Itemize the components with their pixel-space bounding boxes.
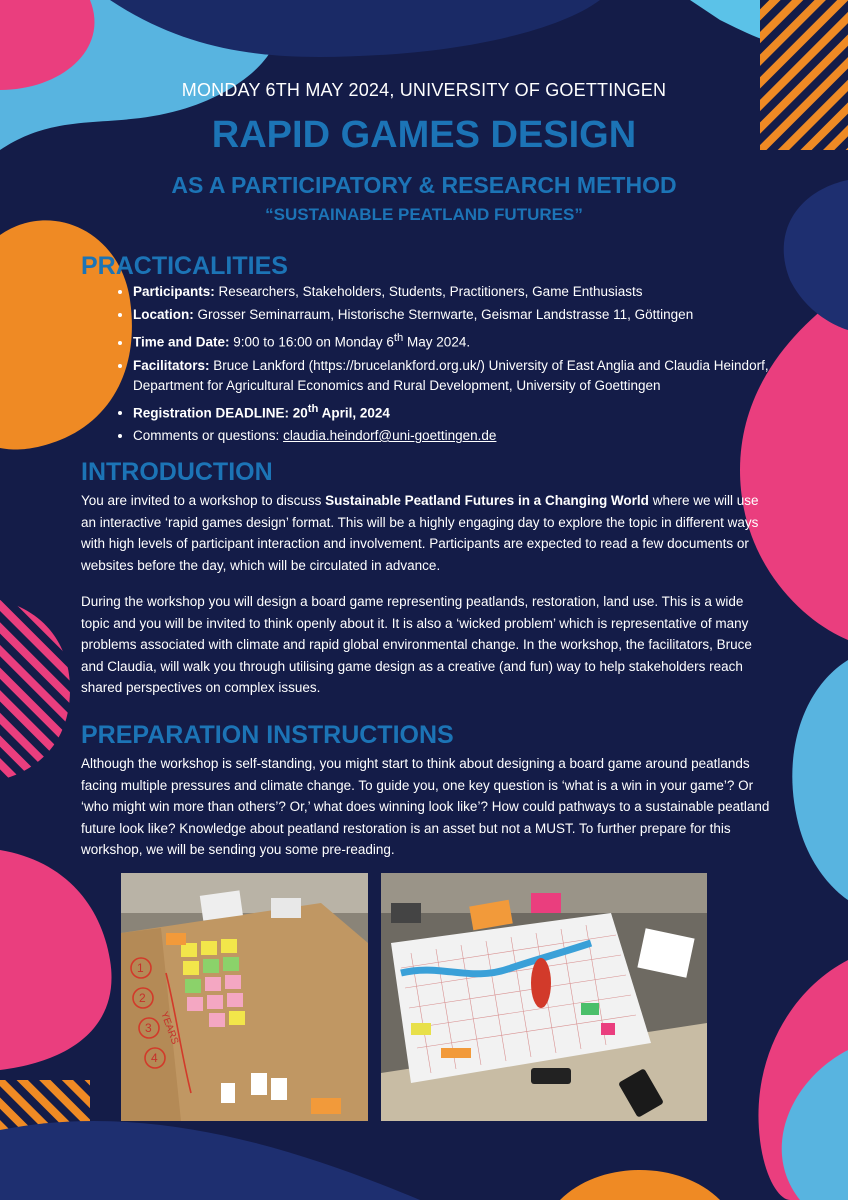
introduction-paragraph-2: During the workshop you will design a board game representing peatlands, restoration, land use. This is a wide topic and you will be invited to think openly about it. It is also a ‘wicked problem’ which is representative of many problems associated with climate and rapid global environmental change. In the workshop, the facilitators, Bruce and Claudia, will walk you through utilising game design as a creative (and fun) way to help stakeholders reach shared perspectives on complex issues. <box>81 594 752 695</box>
item-text: May 2024. <box>403 334 471 350</box>
paragraph-text: You are invited to a workshop to discuss <box>81 493 326 508</box>
page-title: RAPID GAMES DESIGN <box>211 114 637 156</box>
item-text: Bruce Lankford (https://brucelankford.org.uk/) University of East Anglia and Claudia Heindorf, Department for Agricultural Economics and Rural Development, University of Goettingen <box>133 357 769 393</box>
item-label: Registration DEADLINE: 20 <box>133 405 308 420</box>
practicalities-heading: PRACTICALITIES <box>81 252 288 280</box>
list-item-location <box>133 305 833 325</box>
page-subtitle: AS A PARTICIPATORY & RESEARCH METHOD <box>171 172 677 198</box>
list-item-time-date <box>133 328 833 353</box>
list-item-registration <box>133 399 833 424</box>
introduction-paragraph-1 <box>81 490 771 576</box>
item-label: Participants: <box>133 284 215 299</box>
board-number-1: 1 <box>137 961 144 975</box>
preparation-heading: PREPARATION INSTRUCTIONS <box>81 721 454 749</box>
photo-game-grid-table <box>381 873 707 1121</box>
item-label: Facilitators: <box>133 357 210 373</box>
item-text: Researchers, Stakeholders, Students, Practitioners, Game Enthusiasts <box>214 284 643 299</box>
list-item-contact <box>133 426 833 446</box>
contact-email-link[interactable]: claudia.heindorf@uni-goettingen.de <box>283 428 497 443</box>
page-tagline: “SUSTAINABLE PEATLAND FUTURES” <box>265 205 583 224</box>
introduction-heading: INTRODUCTION <box>81 458 273 486</box>
preparation-paragraph: Although the workshop is self-standing, you might start to think about designing a board game around peatlands facing multiple pressures and climate change. To guide you, one key question is ‘what is a win in your game’? Or ‘who might win more than others’? Or,’ what does winning look like’? How could pathways to a sustainable peatland future look like? Knowledge about peatland restoration is an asset but not a MUST. To further prepare for this workshop, we will be sending you some pre-reading. <box>81 756 770 857</box>
practicalities-list <box>86 282 833 449</box>
ordinal-suffix: th <box>393 332 404 344</box>
board-number-3: 3 <box>145 1021 152 1035</box>
item-text: Grosser Seminarraum, Historische Sternwarte, Geismar Landstrasse 11, Göttingen <box>193 307 694 322</box>
item-label: Location: <box>133 307 194 322</box>
paragraph-emphasis: Sustainable Peatland Futures in a Changing World <box>325 493 649 508</box>
photo-board-game-sketch <box>121 873 368 1121</box>
item-text: Comments or questions: <box>133 428 284 443</box>
item-label: April, 2024 <box>318 405 390 420</box>
event-date-line: MONDAY 6TH MAY 2024, UNIVERSITY OF GOETTINGEN <box>181 80 667 100</box>
list-item-participants <box>133 282 833 302</box>
ordinal-suffix: th <box>307 402 319 415</box>
list-item-facilitators <box>133 356 833 396</box>
board-number-2: 2 <box>139 991 146 1005</box>
board-number-4: 4 <box>151 1051 158 1065</box>
item-label: Time and Date: <box>133 334 230 350</box>
paragraph-text: where we will use an interactive ‘rapid games design’ format. This will be a highly engaging day to explore the topic in different ways with high levels of participant interaction and involvement. Participants are expected to read a few documents or websites before the day, which will be circulated in advance. <box>81 493 759 573</box>
item-text: 9:00 to 16:00 on Monday 6 <box>229 334 394 350</box>
board-word-years: YEARS <box>158 1010 181 1046</box>
